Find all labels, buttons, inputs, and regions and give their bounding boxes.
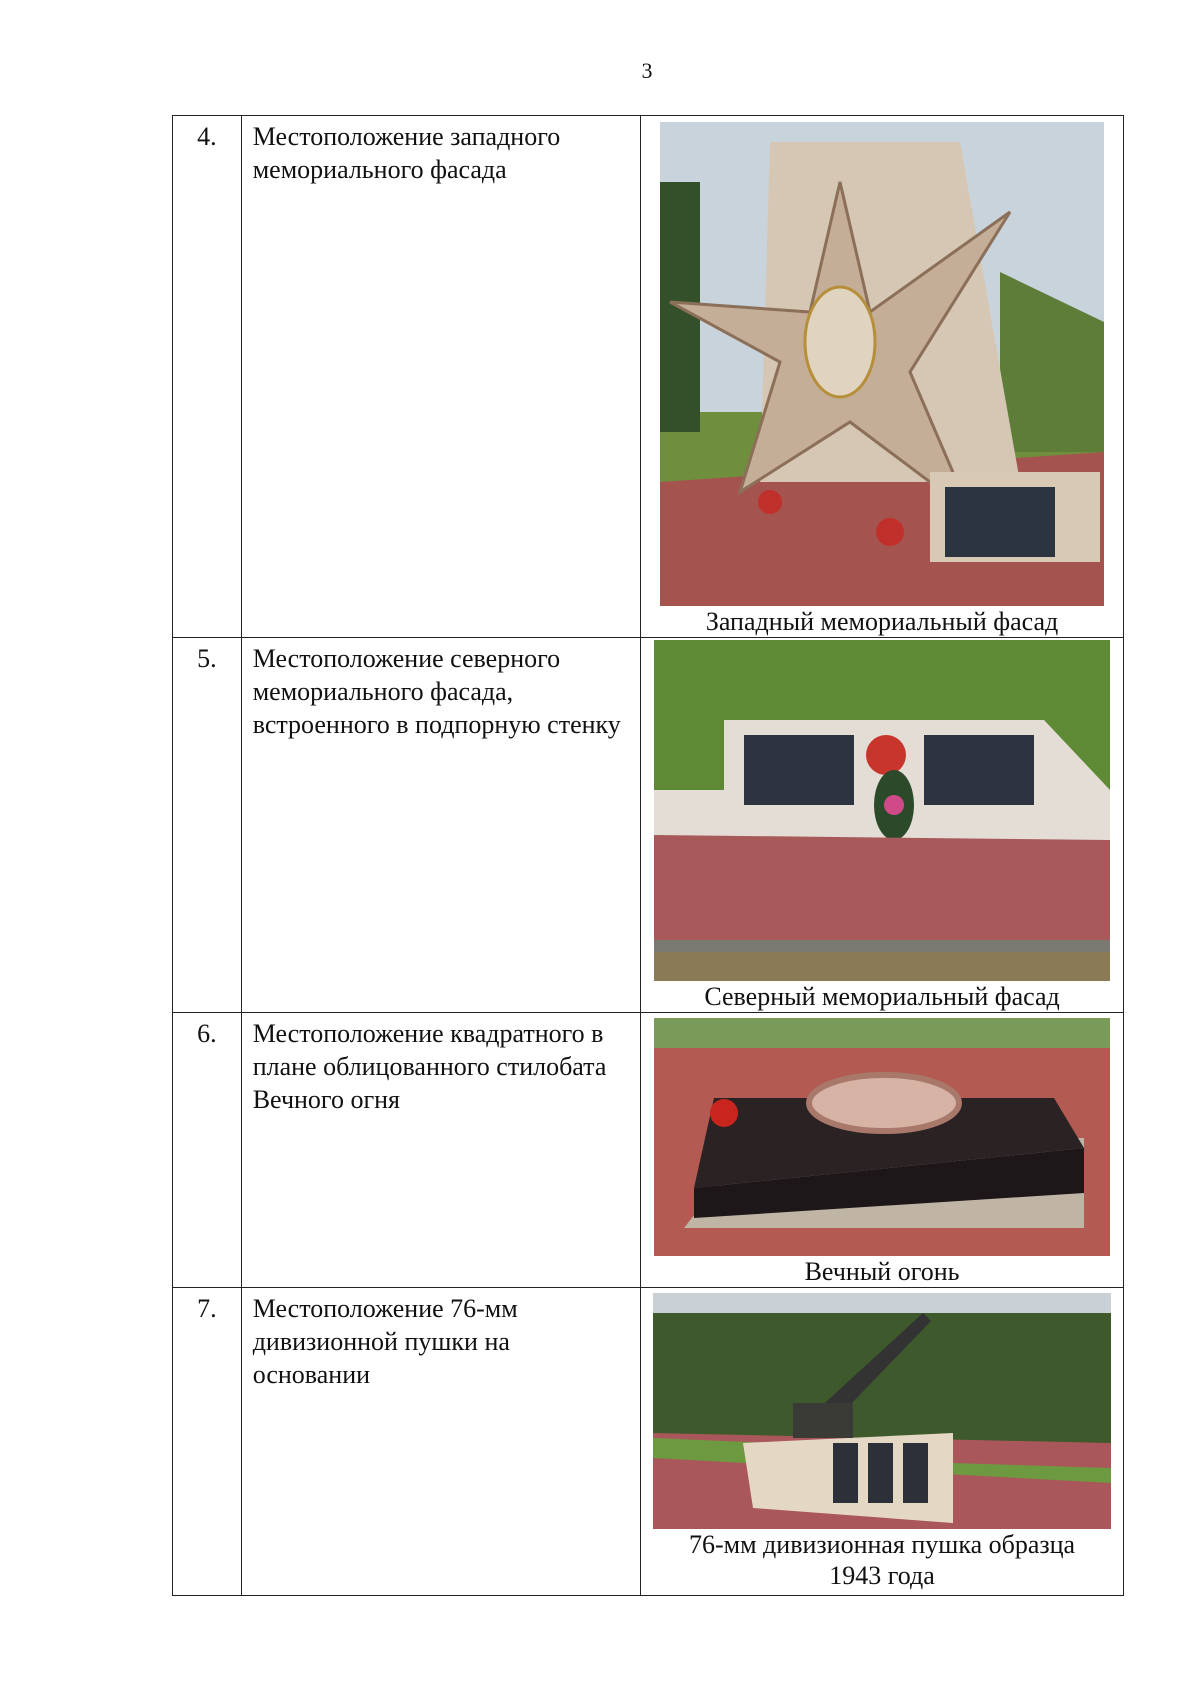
page-number: 3 [641, 58, 653, 83]
eternal-flame-photo [654, 1018, 1110, 1256]
monuments-table [172, 115, 1124, 1596]
row-number: 6. [173, 1013, 242, 1288]
table-row [173, 1013, 1124, 1288]
west-facade-photo [660, 122, 1104, 606]
row-number: 7. [173, 1288, 242, 1596]
table-row [173, 638, 1124, 1013]
photo-cell [641, 1013, 1124, 1288]
photo-cell [641, 638, 1124, 1013]
table-row [173, 116, 1124, 638]
photo-caption: Северный мемориальный фасад [704, 982, 1060, 1011]
row-number: 5. [173, 638, 242, 1013]
north-facade-photo [654, 640, 1110, 981]
photo-cell [641, 1288, 1124, 1596]
divisional-gun-photo [653, 1293, 1111, 1529]
row-description: Местоположение западного мемориального фасада [241, 116, 640, 638]
photo-caption: Вечный огонь [804, 1257, 960, 1286]
row-description: Местоположение 76-мм дивизионной пушки на основании [241, 1288, 640, 1596]
photo-caption: 76-мм дивизионная пушка образца 1943 года [688, 1530, 1076, 1590]
table-row [173, 1288, 1124, 1596]
photo-caption: Западный мемориальный фасад [705, 607, 1059, 636]
row-description: Местоположение северного мемориального фасада, встроенного в подпорную стенку [241, 638, 640, 1013]
photo-cell [641, 116, 1124, 638]
row-description: Местоположение квадратного в плане облицованного стилобата Вечного огня [241, 1013, 640, 1288]
row-number: 4. [173, 116, 242, 638]
